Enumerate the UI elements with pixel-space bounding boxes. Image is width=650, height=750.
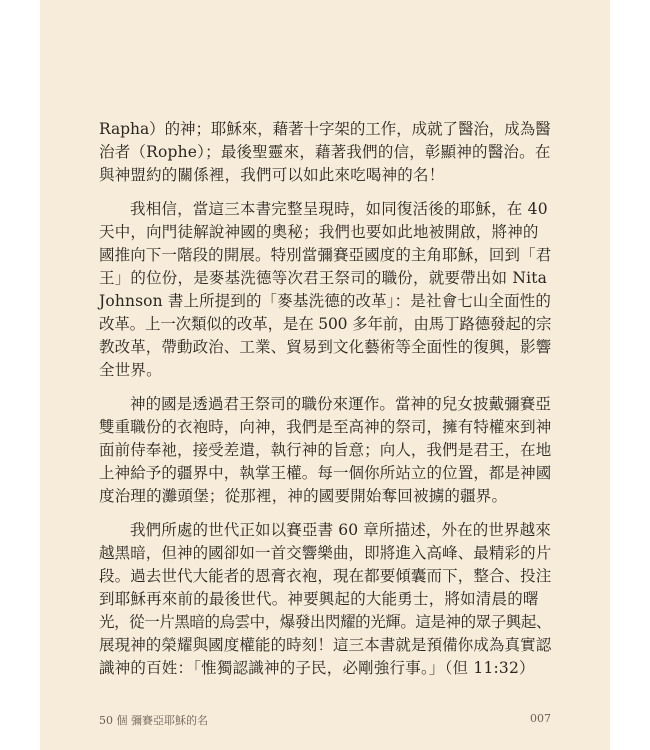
text-line: 光，從一片黑暗的烏雲中，爆發出閃耀的光輝。這是神的眾子興起、: [99, 613, 552, 631]
book-page: [40, 0, 610, 750]
text-line: 神的國是透過君王祭司的職份來運作。當神的兒女披戴彌賽亞: [130, 395, 551, 413]
page-number: 007: [530, 712, 551, 725]
text-line: 全世界。: [99, 361, 162, 379]
text-line: 王」的位份，是麥基洗德等次君王祭司的職份，就要帶出如 Nita: [99, 269, 548, 287]
text-line: 天中，向門徒解說神國的奧秘；我們也要如此地被開啟，將神的: [99, 223, 539, 241]
text-line: 治者（Rophe）；最後聖靈來，藉著我們的信，彰顯神的醫治。在: [99, 143, 551, 161]
text-line: 面前侍奉祂，接受差遣，執行神的旨意；向人，我們是君王，在地: [99, 441, 552, 459]
paragraph-2: [99, 198, 551, 382]
text-line: 教改革，帶動政治、工業、貿易到文化藝術等全面性的復興，影響: [99, 338, 552, 356]
running-title: 50 個 彌賽亞耶穌的名: [99, 714, 208, 727]
text-line: 度治理的灘頭堡；從那裡，神的國要開始奪回被擄的疆界。: [99, 487, 508, 505]
text-line: 與神盟約的關係裡，我們可以如此來吃喝神的名！: [99, 166, 445, 184]
text-line: 我相信，當這三本書完整呈現時，如同復活後的耶穌，在 40: [130, 200, 548, 218]
paragraph-4: [99, 519, 551, 680]
text-line: 雙重職份的衣袍時，向神，我們是至高神的祭司，擁有特權來到神: [99, 418, 552, 436]
text-line: 展現神的榮耀與國度權能的時刻！這三本書就是預備你成為真實認: [99, 636, 552, 654]
text-line: Rapha）的神；耶穌來，藉著十字架的工作，成就了醫治，成為醫: [99, 120, 551, 138]
text-line: 國推向下一階段的開展。特別當彌賽亞國度的主角耶穌，回到「君: [99, 246, 552, 264]
text-line: 到耶穌再來前的最後世代。神要興起的大能勇士，將如清晨的曙: [99, 590, 539, 608]
text-line: 上神給予的疆界中，執掌王權。每一個你所站立的位置，都是神國: [99, 464, 552, 482]
text-line: 改革。上一次類似的改革，是在 500 多年前，由馬丁路德發起的宗: [99, 315, 552, 333]
text-line: 越黑暗，但神的國卻如一首交響樂曲，即將進入高峰、最精彩的片: [99, 544, 552, 562]
text-line: 我們所處的世代正如以賽亞書 60 章所描述，外在的世界越來: [130, 521, 551, 539]
text-line: 識神的百姓：「惟獨認識神的子民，必剛強行事。」（但 11:32）: [99, 659, 535, 677]
paragraph-3: [99, 393, 551, 508]
text-line: Johnson 書上所提到的「麥基洗德的改革」：是社會七山全面性的: [99, 292, 552, 310]
paragraph-1: [99, 118, 551, 187]
body-text: [99, 118, 551, 691]
text-line: 段。過去世代大能者的恩膏衣袍，現在都要傾囊而下，整合、投注: [99, 567, 552, 585]
